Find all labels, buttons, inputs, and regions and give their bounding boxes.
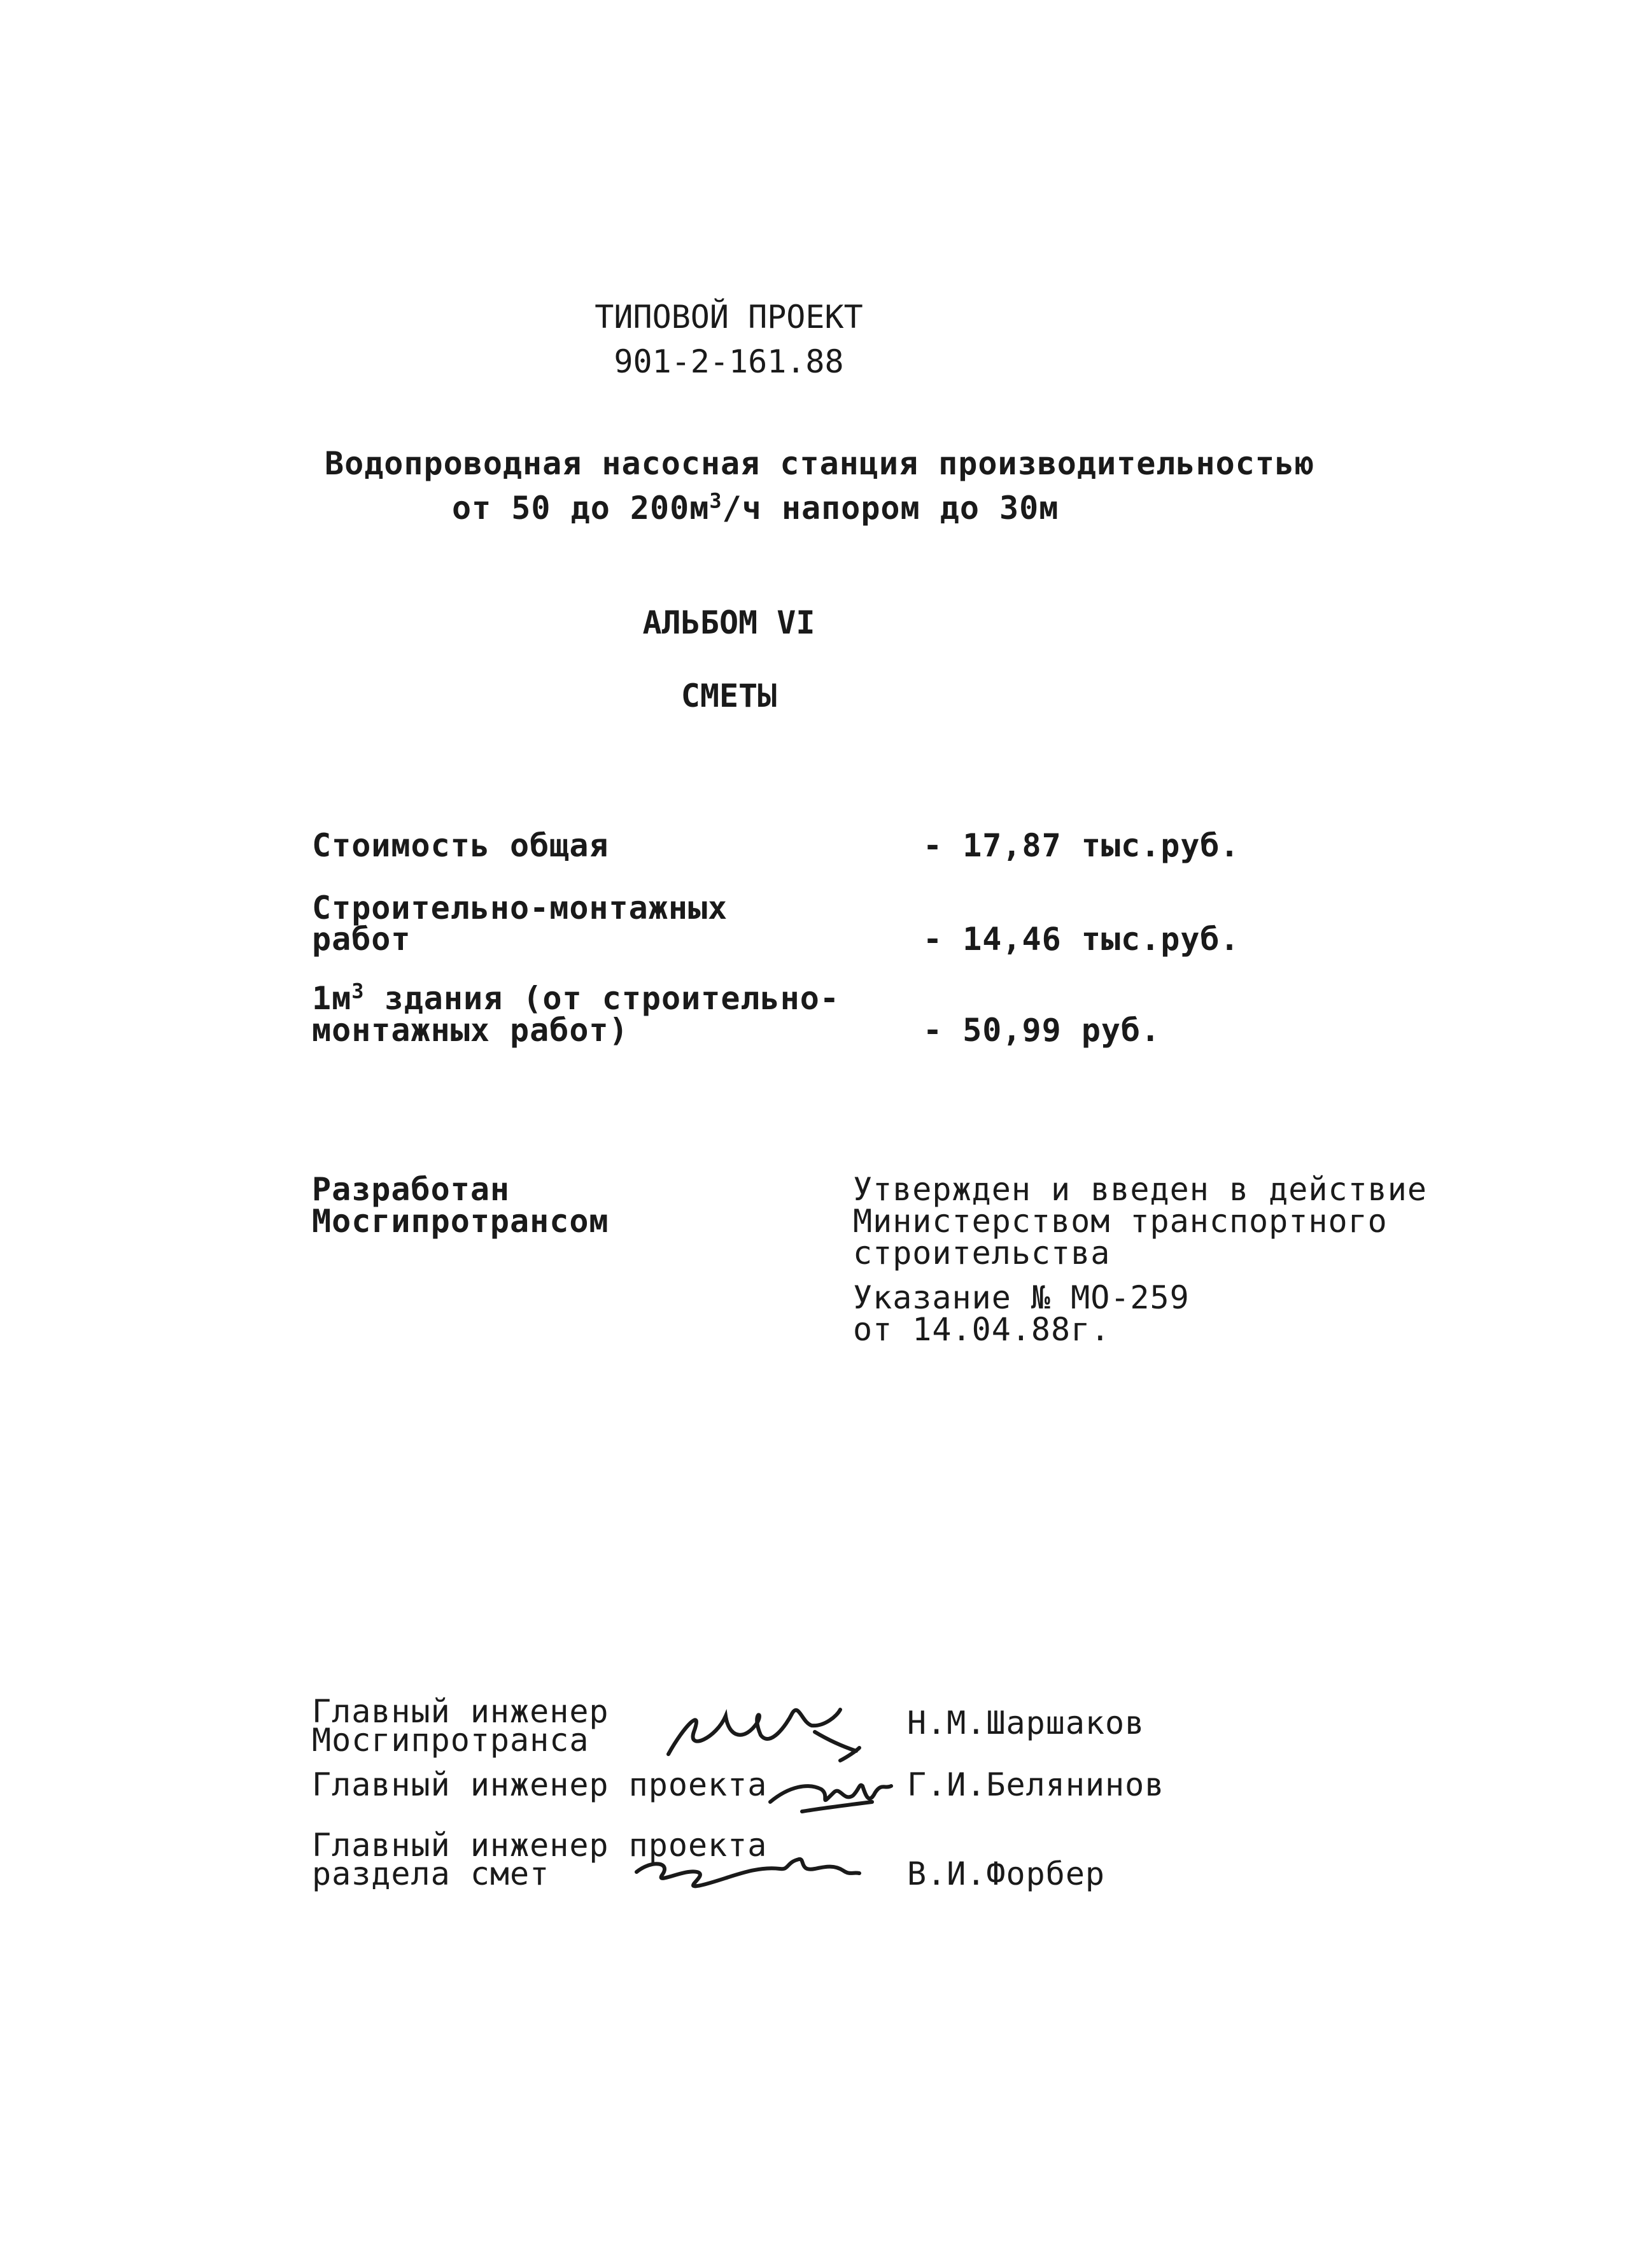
construction-cost-value: - 14,46 тыс.руб.: [923, 921, 1240, 958]
signature-3: [627, 1840, 869, 1897]
approval-line2: Министерством транспортного: [853, 1203, 1388, 1240]
construction-cost-label-line1: Строительно-монтажных: [312, 889, 728, 926]
unit-cost-value: - 50,99 руб.: [923, 1012, 1161, 1049]
signatory-3-position-line1: Главный инженер проекта: [312, 1827, 768, 1864]
unit-cost-suffix: здания (от строительно-: [364, 980, 840, 1017]
project-type: ТИПОВОЙ ПРОЕКТ: [595, 299, 863, 336]
approval-line1: Утвержден и введен в действие: [853, 1171, 1427, 1208]
developer-line1: Разработан: [312, 1171, 511, 1208]
album-subtitle: СМЕТЫ: [680, 677, 777, 714]
signature-2: [764, 1757, 904, 1821]
unit-cost-prefix: 1м: [312, 980, 352, 1017]
project-number: 901-2-161.88: [614, 343, 844, 380]
unit-cost-label-line2: монтажных работ): [312, 1012, 629, 1049]
title-line2-suffix: /ч напором до 30м: [722, 490, 1059, 527]
document-title-line2: [452, 490, 1059, 526]
developer-line2: Мосгипротрансом: [312, 1203, 609, 1240]
signatory-2-name: Г.И.Белянинов: [907, 1766, 1165, 1803]
total-cost-value: - 17,87 тыс.руб.: [923, 827, 1240, 864]
title-line2-sup: 3: [709, 488, 722, 513]
unit-cost-label-line1: [312, 981, 840, 1016]
signatory-3-name: В.И.Форбер: [907, 1855, 1106, 1892]
signatory-3-position-line2: раздела смет: [312, 1855, 550, 1892]
total-cost-label: Стоимость общая: [312, 827, 609, 864]
signatory-2-position-line1: Главный инженер проекта: [312, 1766, 768, 1803]
document-title-line1: Водопроводная насосная станция производительностью: [325, 445, 1315, 482]
title-line2-prefix: от 50 до 200м: [452, 490, 710, 527]
signatory-1-position-line1: Главный инженер: [312, 1693, 609, 1730]
construction-cost-label-line2: работ: [312, 921, 411, 958]
approval-line5: от 14.04.88г.: [853, 1311, 1111, 1348]
approval-line3: строительства: [853, 1235, 1111, 1272]
signatory-1-name: Н.М.Шаршаков: [907, 1705, 1145, 1741]
album-number: АЛЬБОМ VI: [642, 604, 815, 641]
signatory-1-position-line2: Мосгипротранса: [312, 1722, 589, 1759]
unit-cost-sup: 3: [351, 979, 365, 1003]
approval-line4: Указание № МО-259: [853, 1279, 1190, 1316]
